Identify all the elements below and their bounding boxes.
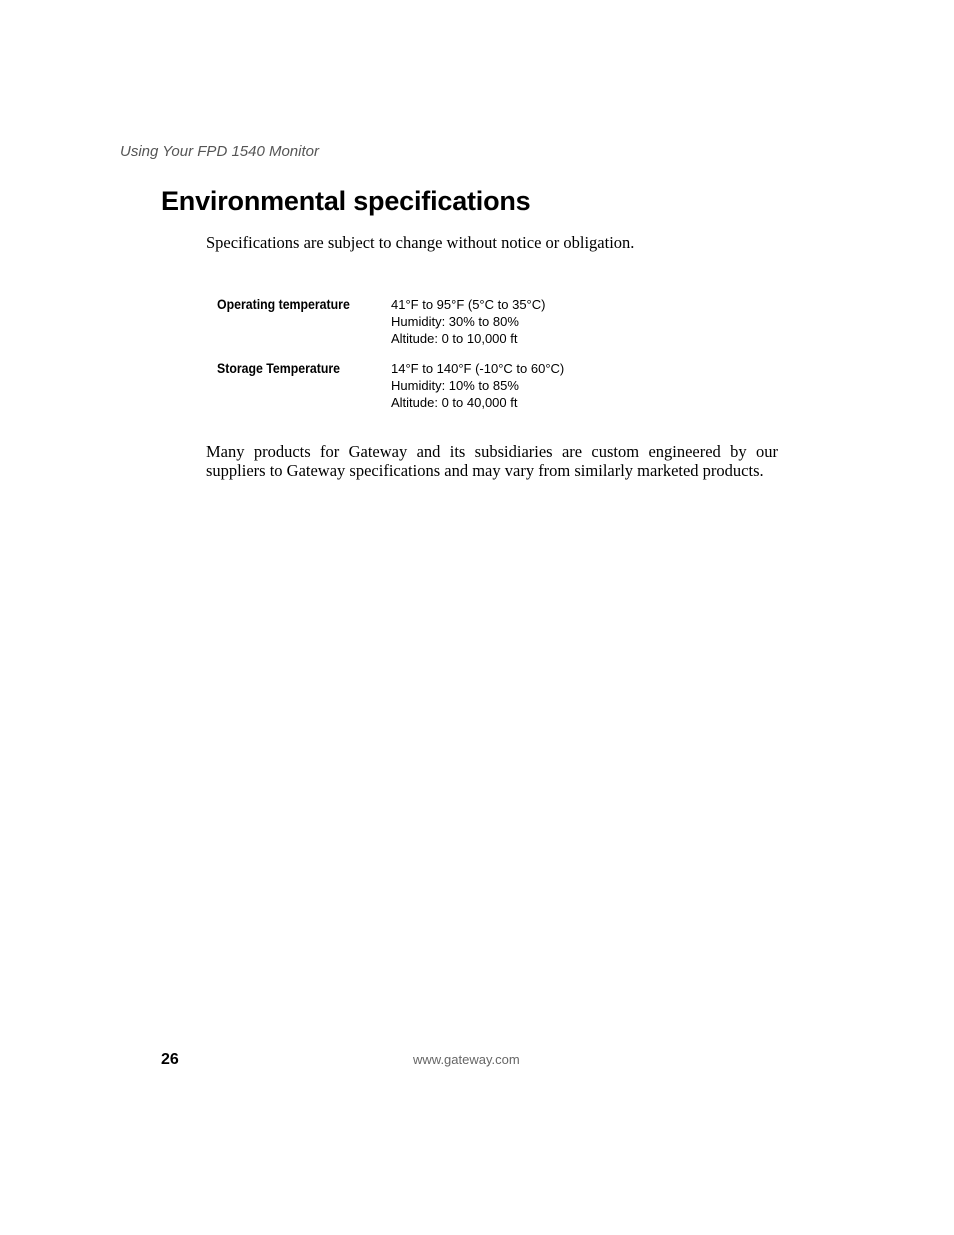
spec-values [391,296,545,347]
intro-text: Specifications are subject to change without notice or obligation. [206,233,635,252]
spec-value: Humidity: 10% to 85% [391,378,519,393]
spec-value: Humidity: 30% to 80% [391,314,519,329]
running-header: Using Your FPD 1540 Monitor [120,143,319,160]
spec-value: 14°F to 140°F (-10°C to 60°C) [391,361,565,376]
spec-label: Storage Temperature [217,360,341,376]
footer-url: www.gateway.com [413,1052,520,1067]
spec-label: Operating temperature [217,296,350,312]
spec-value: 41°F to 95°F (5°C to 35°C) [391,297,546,312]
page-title: Environmental specifications [161,186,531,216]
page-number: 26 [161,1051,179,1068]
spec-value: Altitude: 0 to 40,000 ft [391,395,518,410]
spec-values [391,360,564,411]
body-paragraph: Many products for Gateway and its subsidiaries are custom engineered by our suppliers to Gateway specifications and may vary from similarly marketed products. [206,442,778,480]
spec-value: Altitude: 0 to 10,000 ft [391,331,518,346]
